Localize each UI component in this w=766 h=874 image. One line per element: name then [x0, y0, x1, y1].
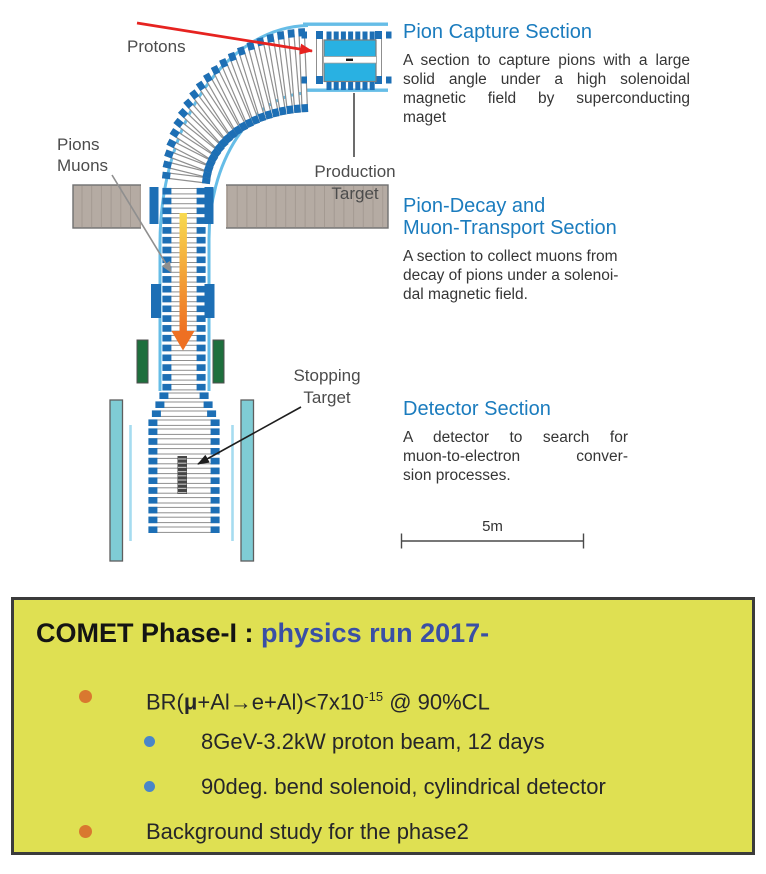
section-pion-decay-muon-transport [403, 195, 653, 304]
pions-label: Pions [57, 135, 100, 154]
production-target-label: Production Target [314, 162, 396, 203]
section-body: A section to collect muons from decay of pions under a solenoi- dal magnetic field. [403, 248, 619, 303]
pions-muons-label [57, 134, 108, 176]
scale-bar-label: 5m [482, 518, 503, 535]
summary-title-black: COMET Phase-I : [36, 618, 262, 648]
orange-bullet-icon [79, 825, 92, 838]
bullet-text: Background study for the phase2 [146, 819, 469, 844]
summary-title-blue: physics run 2017- [261, 618, 490, 648]
stopping-target-label: Stopping Target [293, 366, 361, 407]
section-body: A section to capture pions with a large solid angle under a high solenoidal magnetic field by superconducting maget [403, 52, 690, 126]
muons-label: Muons [57, 156, 109, 175]
section-title: Pion Capture Section [403, 21, 593, 43]
orange-bullet-icon [79, 690, 92, 703]
section-body: A detector to search for muon-to-electron conver- sion processes. [403, 429, 628, 484]
section-pion-capture [403, 21, 690, 127]
section-detector [403, 398, 628, 485]
blue-bullet-icon [144, 781, 155, 792]
bullet-bend-solenoid [14, 773, 752, 800]
section-title: Detector Section [403, 398, 551, 420]
bullet-text: 90deg. bend solenoid, cylindrical detector [201, 774, 606, 799]
summary-title [36, 618, 489, 649]
section-title: Pion-Decay and Muon-Transport Section [403, 195, 617, 239]
bullet-proton-beam [14, 728, 752, 755]
bullet-text: $BR(\mu+Al\to e+Al)<7x10^{-15}$ @ 90%CL [146, 689, 490, 715]
bullet-background-study [14, 818, 752, 845]
phase1-summary-box [11, 597, 755, 855]
protons-label: Protons [127, 37, 186, 56]
blue-bullet-icon [144, 736, 155, 747]
bullet-br-limit [14, 683, 752, 715]
bullet-text: 8GeV-3.2kW proton beam, 12 days [201, 729, 545, 754]
